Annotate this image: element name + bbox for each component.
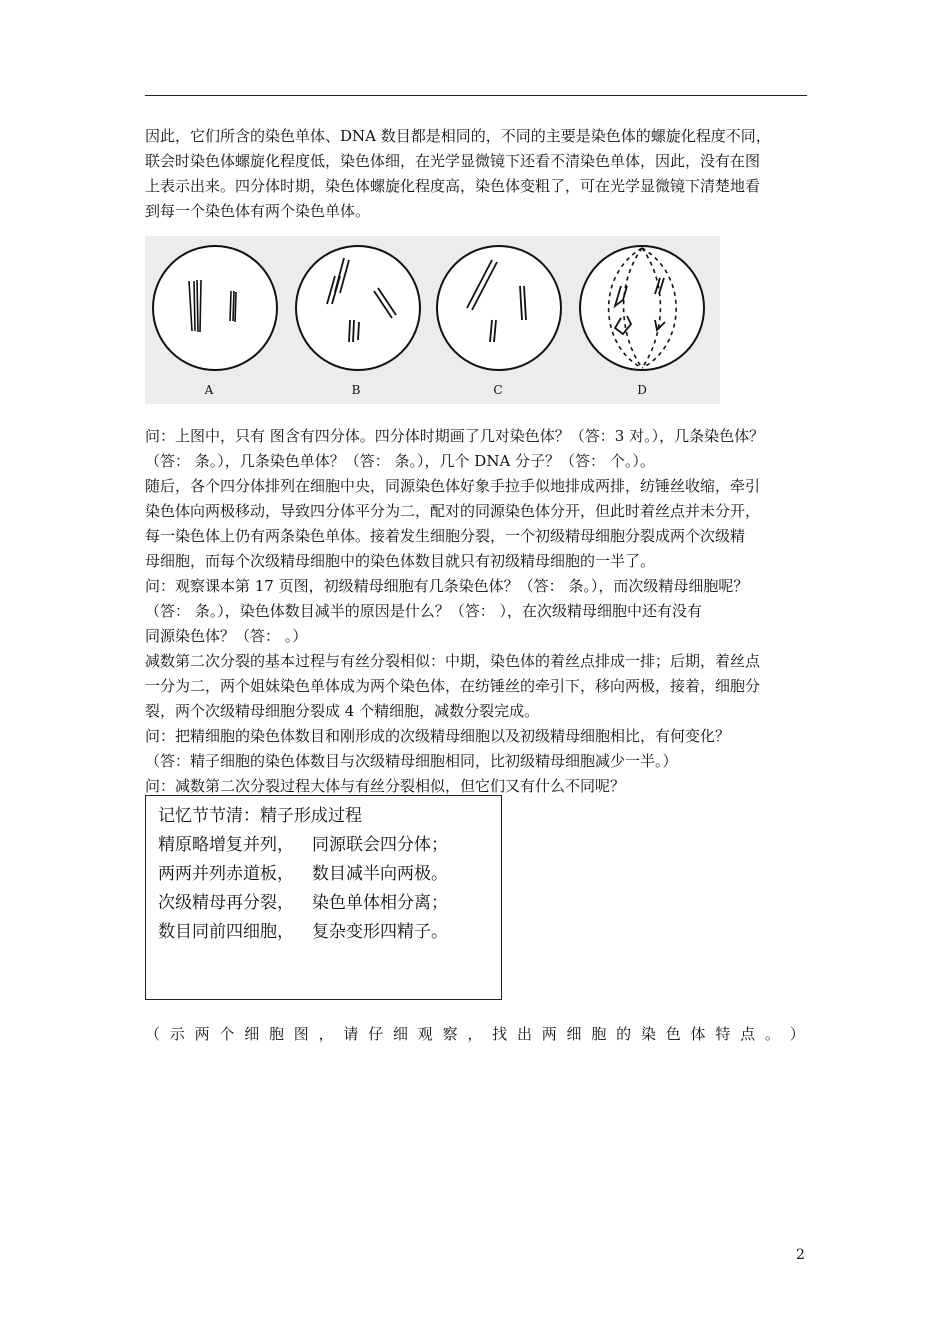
page-number: 2 (796, 1247, 805, 1263)
text-line: 母细胞，而每个次级精母细胞中的染色体数目就只有初级精母细胞的一半了。 (145, 552, 656, 570)
footer-note-char: 细 (392, 1025, 408, 1043)
footer-note-char: 观 (417, 1025, 433, 1043)
text-line: 问：减数第二次分裂过程大体与有丝分裂相似，但它们又有什么不同呢？ (145, 777, 626, 795)
footer-note-char: 细 (244, 1025, 260, 1043)
text-line: （答： 条。），几条染色单体？（答： 条。），几个 DNA 分子？（答： 个。）。 (145, 452, 655, 470)
footer-note-char: ） (789, 1025, 805, 1043)
text-line: 到每一个染色体有两个染色单体。 (145, 202, 371, 220)
footer-note-char: 染 (640, 1025, 656, 1043)
footer-note-char: 仔 (368, 1025, 384, 1043)
footer-note-char: 图 (293, 1025, 309, 1043)
footer-note-char: 点 (740, 1025, 756, 1043)
text-line: 问：把精细胞的染色体数目和刚形成的次级精母细胞以及初级精母细胞相比，有何变化？ (145, 727, 731, 745)
footer-note-char: ， (467, 1025, 483, 1043)
memory-line: 精原略增复并列， 同源联会四分体； (158, 835, 448, 855)
footer-note-char: 示 (169, 1025, 185, 1043)
figure-label-d: D (637, 383, 647, 397)
footer-note-char: 两 (194, 1025, 210, 1043)
footer-note-char: 细 (566, 1025, 582, 1043)
memory-box (145, 795, 502, 1000)
text-line: 问：观察课本第 17 页图，初级精母细胞有几条染色体？（答： 条。），而次级精母细胞呢？ (145, 577, 749, 595)
footer-note-char: 胞 (268, 1025, 284, 1043)
text-line: 同源染色体？（答： 。） (145, 627, 308, 645)
figure-label-c: C (493, 383, 503, 397)
text-line: （答：精子细胞的染色体数目与次级精母细胞相同，比初级精母细胞减少一半。） (145, 752, 678, 770)
text-line: 一分为二，两个姐妹染色单体成为两个染色体，在纺锤丝的牵引下，移向两极，接着，细胞分 (145, 677, 761, 695)
text-line: 上表示出来。四分体时期，染色体螺旋化程度高，染色体变粗了，可在光学显微镜下清楚地看 (145, 177, 761, 195)
cell-b (296, 246, 420, 370)
text-line: 问：上图中，只有 图含有四分体。四分体时期画了几对染色体？（答：3 对。），几条染色体？ (145, 427, 765, 445)
cell-a (153, 246, 277, 370)
meiosis-cell-figure (145, 236, 720, 404)
memory-line: 数目同前四细胞， 复杂变形四精子。 (158, 922, 448, 942)
footer-note-char: 个 (219, 1025, 235, 1043)
text-line: 染色体向两极移动，导致四分体平分为二，配对的同源染色体分开，但此时着丝点并未分开， (145, 502, 761, 520)
footer-note-char: 察 (442, 1025, 458, 1043)
memory-line: 两两并列赤道板， 数目减半向两极。 (158, 864, 448, 884)
footer-note-char: 两 (541, 1025, 557, 1043)
text-line: 联会时染色体螺旋化程度低，染色体细，在光学显微镜下还看不清染色单体，因此，没有在图 (145, 152, 761, 170)
cell-c (437, 246, 561, 370)
footer-note-char: 体 (690, 1025, 706, 1043)
footer-note-char: 胞 (591, 1025, 607, 1043)
text-line: （答： 条。），染色体数目减半的原因是什么？（答： ），在次级精母细胞中还有没有 (145, 602, 703, 620)
footer-note-char: 色 (665, 1025, 681, 1043)
memory-box-title: 记忆节节清：精子形成过程 (158, 806, 362, 826)
figure-label-a: A (204, 383, 214, 397)
text-line: 因此，它们所含的染色单体、DNA 数目都是相同的，不同的主要是染色体的螺旋化程度不同， (145, 127, 771, 145)
text-line: 随后，各个四分体排列在细胞中央，同源染色体好象手拉手似地排成两排，纺锤丝收缩，牵引 (145, 477, 761, 495)
body-paragraphs (145, 424, 810, 799)
footer-note-char: 出 (516, 1025, 532, 1043)
figure-label-b: B (351, 383, 361, 397)
footer-note-char: （ (145, 1025, 161, 1043)
footer-note-char: 找 (492, 1025, 508, 1043)
memory-line: 次级精母再分裂， 染色单体相分离； (158, 893, 448, 913)
intro-paragraph (145, 124, 810, 224)
footer-note (145, 1022, 805, 1046)
header-rule (145, 95, 807, 96)
footer-note-char: 请 (343, 1025, 359, 1043)
text-line: 裂，两个次级精母细胞分裂成 4 个精细胞，减数分裂完成。 (145, 702, 540, 720)
text-line: 每一染色体上仍有两条染色单体。接着发生细胞分裂，一个初级精母细胞分裂成两个次级精 (145, 527, 746, 545)
footer-note-char: 特 (715, 1025, 731, 1043)
text-line: 减数第二次分裂的基本过程与有丝分裂相似：中期，染色体的着丝点排成一排；后期，着丝点 (145, 652, 761, 670)
cell-d (580, 246, 704, 370)
footer-note-char: ， (318, 1025, 334, 1043)
footer-note-char: 。 (764, 1025, 780, 1043)
footer-note-char: 的 (616, 1025, 632, 1043)
